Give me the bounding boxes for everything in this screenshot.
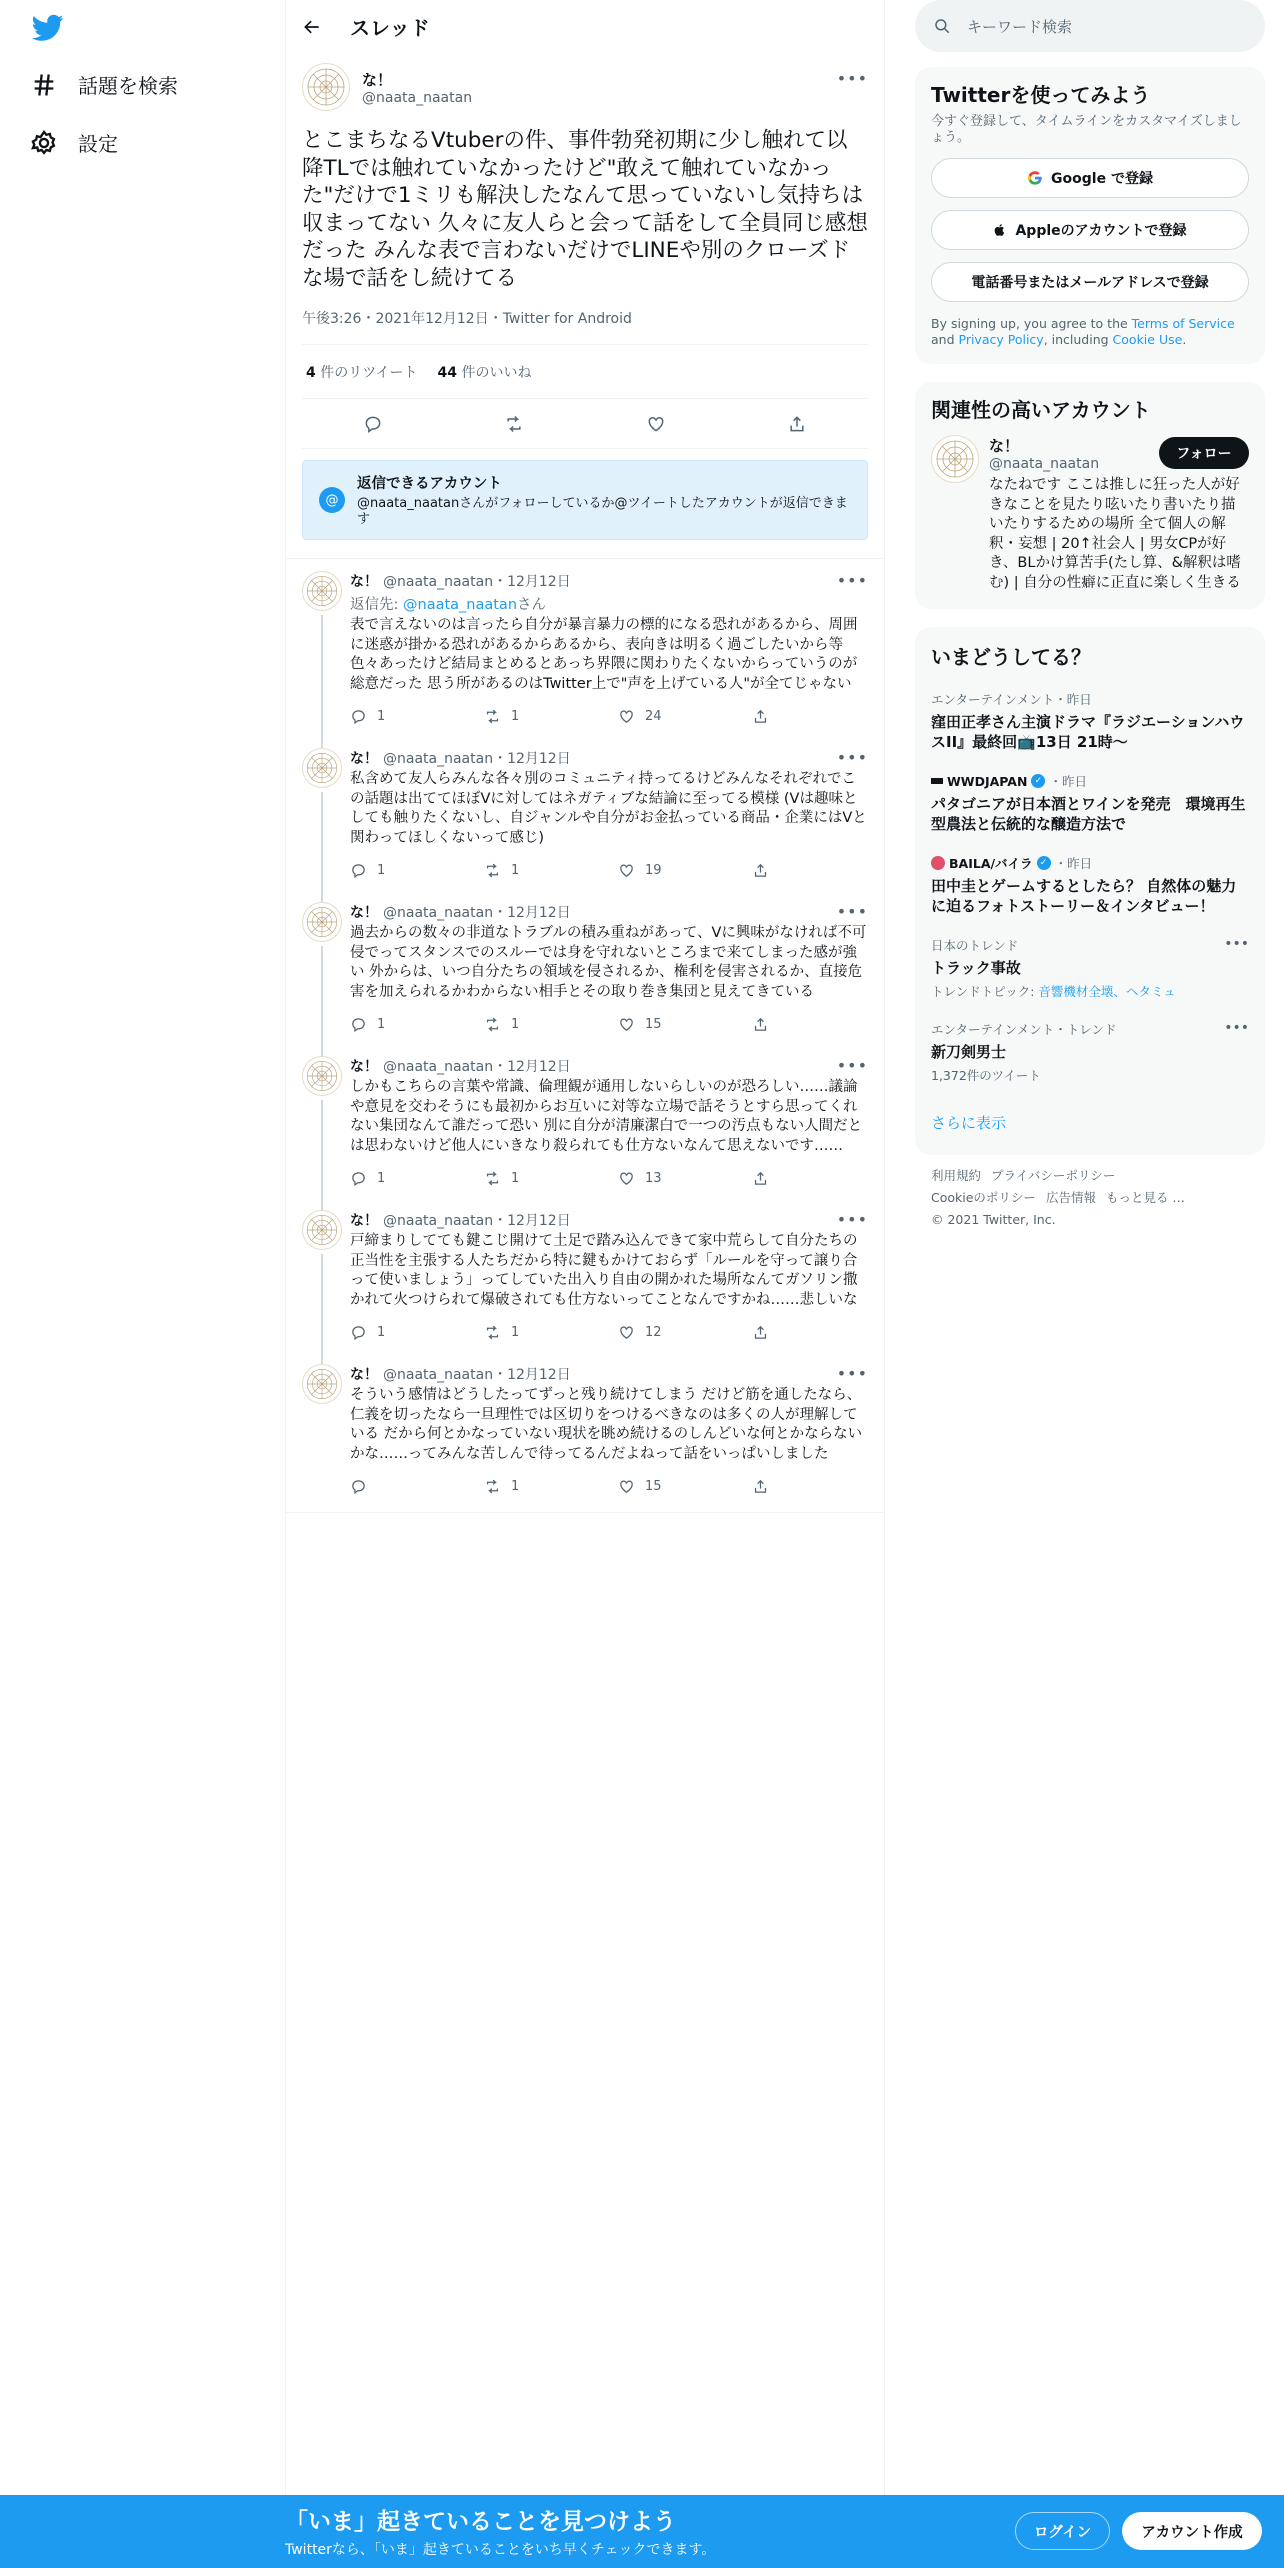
mandala-avatar-icon (304, 750, 340, 786)
bottom-signup-bar (0, 2495, 1284, 2568)
tweet-text: そういう感情はどうしたってずっと残り続けてしまう だけど筋を通したなら、仁義を切ったなら一旦理性では区切りをつけるべきなのは多くの人が理解している だから何とかなっていない現状を眺め続けるのしんどいな何とかならないかな……ってみんな苦しんで待ってるんだよねって話をいっぱいしました (350, 1387, 863, 1462)
like-count: 24 (645, 708, 662, 724)
avatar[interactable] (302, 63, 350, 111)
reply-icon (350, 1478, 367, 1495)
more-options-icon[interactable]: ••• (836, 902, 868, 921)
tweet-header (350, 902, 868, 922)
avatar[interactable] (302, 1210, 342, 1250)
twitter-logo-icon[interactable] (32, 14, 64, 42)
author-name[interactable]: な！ (350, 751, 378, 767)
author-name[interactable]: な！ (362, 70, 393, 89)
like-button[interactable] (618, 862, 752, 879)
google-icon (1027, 170, 1043, 186)
footer-ads[interactable]: 広告情報 (1045, 1190, 1096, 1205)
tweet-meta[interactable]: @naata_naatan・12月12日 (383, 574, 571, 590)
reply-icon (350, 1170, 367, 1187)
tweet-actions (350, 1004, 868, 1044)
share-icon (752, 1170, 769, 1187)
bottom-title: 「いま」起きていることを見つけよう (285, 2509, 676, 2535)
focus-tweet (286, 53, 884, 449)
tweet-header (350, 1210, 868, 1230)
avatar[interactable] (302, 902, 342, 942)
tweet-text: 表で言えないのは言ったら自分が暴言暴力の標的になる恐れがあるから、周囲に迷惑が掛かる恐れがあるからあるから、表向きは明るく過ごしたいから等色々あったけど結局まとめるとあっち界隈に関わりたくないからっていうのが総意だった 思う所があるのはTwitter上で"声を上げている人"が全てじゃない (350, 617, 858, 692)
terms-link[interactable]: Terms of Service (1131, 316, 1235, 331)
share-button[interactable] (752, 1478, 769, 1495)
author-name[interactable]: な！ (350, 1059, 378, 1075)
tweet-meta[interactable]: @naata_naatan・12月12日 (383, 905, 571, 921)
like-icon (618, 862, 635, 879)
like-count: 12 (645, 1324, 662, 1340)
reply-count: 1 (377, 1324, 386, 1340)
related-handle: @naata_naatan (989, 456, 1100, 472)
like-button[interactable] (618, 1324, 752, 1341)
retweet-icon (484, 1016, 501, 1033)
hashtag-icon (30, 71, 58, 99)
thread-replies (286, 559, 884, 1513)
main-column (285, 0, 885, 2495)
share-button[interactable] (752, 708, 769, 725)
nav-settings-label: 設定 (78, 132, 118, 156)
share-icon (752, 1324, 769, 1341)
follow-button[interactable]: フォロー (1159, 437, 1249, 469)
retweet-button[interactable] (484, 708, 618, 725)
tweet-text: 私含めて友人らみんな各々別のコミュニティ持ってるけどみんなそれぞれでこの話題は出ててほぼVに対してはネガティブな結論に至ってる模様 (Vは趣味としても触りたくないし、自ジャンルや自分がお金払っている商品・企業にはVと関わってほしくないって感じ) (350, 771, 867, 846)
at-sign-icon: @ (319, 487, 345, 513)
share-icon[interactable] (787, 414, 807, 434)
tweet-meta[interactable]: 午後3:26・2021年12月12日・Twitter for Android (302, 311, 632, 327)
retweet-count: 1 (511, 862, 520, 878)
reply-restriction-title: 返信できるアカウント (357, 476, 502, 492)
nav-settings[interactable] (30, 128, 118, 157)
retweet-button[interactable] (484, 1324, 618, 1341)
retweet-count: 1 (511, 1324, 520, 1340)
signup-sub: 今すぐ登録して、タイムラインをカスタマイズしましょう。 (931, 114, 1242, 145)
tweet-text: とこまちなるVtuberの件、事件勃発初期に少し触れて以降TLでは触れていなかったけど"敢えて触れていなかった"だけで1ミリも解決したなんて思っていないし気持ちは収まってない 久々に友人らと会って話をして全員同じ感想だった みんな表で言わないだけでLINEや別のクローズドな場で話をし続けてる (302, 128, 868, 291)
trends-card (915, 627, 1265, 1155)
retweet-icon[interactable] (504, 414, 524, 434)
tweet-text: 過去からの数々の非道なトラブルの積み重ねがあって、Vに興味がなければ不可侵でってスタンスでのスルーでは身を守れないところまで来てしまった感が強い 外からは、いつ自分たちの領域を侵されるか、権利を侵害されるか、直接危害を加えられるかわからない相手とその取り巻き集団と見えてきている (350, 925, 867, 1000)
reply-button[interactable] (350, 1016, 484, 1033)
cookie-link[interactable]: Cookie Use (1112, 332, 1183, 347)
tweet-actions (350, 1158, 868, 1198)
avatar[interactable] (302, 571, 342, 611)
related-accounts (915, 382, 1265, 609)
tweet-actions (350, 850, 868, 890)
more-options-icon[interactable]: ••• (836, 1056, 868, 1075)
footer (915, 1155, 1265, 1241)
footer-terms[interactable]: 利用規約 (931, 1168, 982, 1183)
tweet-stats (302, 344, 868, 399)
like-count: 15 (645, 1016, 662, 1032)
footer-privacy[interactable]: プライバシーポリシー (991, 1168, 1116, 1183)
signup-button[interactable]: アカウント作成 (1122, 2512, 1262, 2550)
like-icon (618, 1170, 635, 1187)
retweet-button[interactable] (484, 862, 618, 879)
show-more-link[interactable]: さらに表示 (931, 1114, 1007, 1132)
thread-tweet[interactable] (286, 559, 884, 736)
like-button[interactable] (618, 708, 752, 725)
retweet-button[interactable] (484, 1170, 618, 1187)
reply-count: 1 (377, 708, 386, 724)
tweet-actions (350, 1312, 868, 1352)
more-options-icon[interactable]: ••• (836, 1364, 868, 1383)
avatar[interactable] (302, 1364, 342, 1404)
apple-signup-button[interactable]: Appleのアカウントで登録 (931, 210, 1249, 250)
like-count: 13 (645, 1170, 662, 1186)
share-icon (752, 862, 769, 879)
reply-to: 返信先: @naata_naatanさん (350, 597, 547, 613)
reply-icon (350, 862, 367, 879)
avatar[interactable] (931, 435, 979, 483)
more-options-icon[interactable]: ••• (1224, 936, 1249, 952)
tweet-text: しかもこちらの言葉や常識、倫理観が通用しないらしいのが恐ろしい……議論や意見を交わそうにも最初からお互いに対等な立場で話そうとすら思ってくれない集団なんて誰だって恐い 別に自分が清廉潔白で一つの汚点もない人間だとは思わないけど他人にいきなり殺られても仕方ないなんて思えないです…… (350, 1079, 863, 1154)
author-handle[interactable]: @naata_naatan (362, 89, 473, 106)
retweet-count: 1 (511, 708, 520, 724)
apple-icon (993, 222, 1007, 238)
nav-explore[interactable] (30, 70, 178, 99)
tweet-meta[interactable]: @naata_naatan・12月12日 (383, 1213, 571, 1229)
reply-count: 1 (377, 1170, 386, 1186)
like-icon (618, 708, 635, 725)
tweet-header (350, 571, 868, 591)
thread-header (286, 0, 884, 53)
left-nav (0, 0, 285, 2495)
tweet-actions (350, 1466, 868, 1506)
trend-item[interactable]: ••• 日本のトレンド トラック事故 トレンドトピック: 音響機材全壊、ヘタミュ (931, 936, 1249, 999)
author-name[interactable]: な！ (350, 905, 378, 921)
privacy-link[interactable]: Privacy Policy (958, 332, 1044, 347)
trend-item[interactable]: エンターテインメント・昨日 窪田正孝さん主演ドラマ『ラジエーションハウスII』最終回📺13日 21時〜 (931, 692, 1245, 751)
trend-item[interactable]: BAILA/バイラ ✓ ・昨日 田中圭とゲームするとしたら？ 自然体の魅力に迫るフォトストーリー＆インタビュー！ (931, 856, 1237, 915)
share-button[interactable] (752, 1170, 769, 1187)
author-name[interactable]: な！ (350, 574, 378, 590)
author-name[interactable]: な！ (350, 1213, 378, 1229)
right-sidebar (915, 0, 1265, 1241)
author-name[interactable]: な！ (350, 1367, 378, 1383)
trends-title: いまどうしてる？ (931, 645, 1091, 669)
tweet-meta[interactable]: @naata_naatan・12月12日 (383, 1059, 571, 1075)
gear-icon (30, 129, 58, 157)
footer-more[interactable]: もっと見る … (1105, 1190, 1185, 1205)
phone-email-signup-button[interactable]: 電話番号またはメールアドレスで登録 (931, 262, 1249, 302)
share-icon (752, 1478, 769, 1495)
copyright: © 2021 Twitter, Inc. (931, 1212, 1056, 1227)
thread-tweet[interactable] (286, 1352, 884, 1506)
thread-line (321, 946, 323, 1056)
tweet-meta[interactable]: @naata_naatan・12月12日 (383, 751, 571, 767)
mandala-avatar-icon (304, 1212, 340, 1248)
related-name: な！ (989, 437, 1020, 455)
share-button[interactable] (752, 1016, 769, 1033)
bottom-sub: Twitterなら、「いま」起きていることをいち早くチェックできます。 (285, 2542, 716, 2558)
share-button[interactable] (752, 1324, 769, 1341)
tweet-header (350, 1056, 868, 1076)
like-button[interactable] (618, 1170, 752, 1187)
avatar[interactable] (302, 748, 342, 788)
verified-icon: ✓ (1031, 774, 1045, 788)
reply-button[interactable] (350, 708, 484, 725)
mandala-avatar-icon (304, 1058, 340, 1094)
retweet-count: 1 (511, 1478, 520, 1494)
reply-icon (350, 1016, 367, 1033)
more-options-icon[interactable]: ••• (836, 748, 868, 767)
trend-item[interactable]: ••• エンターテインメント・トレンド 新刀剣男士 1,372件のツイート (931, 1020, 1249, 1083)
retweet-button[interactable] (484, 1478, 618, 1495)
reply-count: 1 (377, 862, 386, 878)
mandala-avatar-icon (304, 65, 348, 109)
page-title: スレッド (350, 16, 430, 40)
thread-tweet[interactable] (286, 1044, 884, 1198)
retweet-icon (484, 1170, 501, 1187)
more-options-icon[interactable]: ••• (836, 571, 868, 590)
retweet-count: 1 (511, 1170, 520, 1186)
like-count: 19 (645, 862, 662, 878)
reply-restriction-notice (302, 460, 868, 540)
reply-button[interactable] (350, 862, 484, 879)
related-account[interactable] (931, 435, 1249, 593)
like-icon[interactable] (646, 414, 666, 434)
tos-text: By signing up, you agree to the Terms of Service and Privacy Policy, including Cookie Use. (931, 316, 1235, 347)
retweet-icon (484, 862, 501, 879)
thread-line (321, 615, 323, 748)
retweet-icon (484, 708, 501, 725)
reply-button[interactable] (350, 1478, 484, 1495)
like-count: 15 (645, 1478, 662, 1494)
share-icon (752, 1016, 769, 1033)
mandala-avatar-icon (933, 437, 977, 481)
like-button[interactable] (618, 1478, 752, 1495)
thread-tweet[interactable] (286, 736, 884, 890)
retweet-count[interactable]: 4 件のリツイート (306, 364, 418, 381)
baila-logo-icon (931, 856, 945, 870)
like-icon (618, 1324, 635, 1341)
share-button[interactable] (752, 862, 769, 879)
thread-line (321, 1254, 323, 1364)
mandala-avatar-icon (304, 573, 340, 609)
tweet-meta[interactable]: @naata_naatan・12月12日 (383, 1367, 571, 1383)
reply-icon[interactable] (363, 414, 383, 434)
like-button[interactable] (618, 1016, 752, 1033)
more-options-icon[interactable]: ••• (836, 69, 868, 88)
mandala-avatar-icon (304, 1366, 340, 1402)
more-options-icon[interactable]: ••• (836, 1210, 868, 1229)
search-icon (933, 17, 951, 35)
mandala-avatar-icon (304, 904, 340, 940)
retweet-button[interactable] (484, 1016, 618, 1033)
thread-tweet[interactable] (286, 1198, 884, 1352)
nav-explore-label: 話題を検索 (78, 74, 178, 98)
reply-button[interactable] (350, 1324, 484, 1341)
thread-tweet[interactable] (286, 890, 884, 1044)
tweet-text: 戸締まりしてても鍵こじ開けて土足で踏み込んできて家中荒らして自分たちの正当性を主張する人たちだから特に鍵もかけておらず「ルールを守って譲り合って使いましょう」ってしていた出入り自由の開かれた場所なんてガソリン撒かれて火つけられて爆破されても仕方ないってことなんですかね……悲しいな (350, 1233, 858, 1308)
google-signup-button[interactable]: Google で登録 (931, 158, 1249, 198)
divider (286, 1512, 884, 1513)
reply-icon (350, 1324, 367, 1341)
search-input[interactable] (915, 0, 1265, 52)
like-icon (618, 1478, 635, 1495)
tweet-actions (302, 399, 868, 449)
thread-line (321, 1100, 323, 1210)
back-arrow-icon[interactable] (302, 17, 322, 37)
like-icon (618, 1016, 635, 1033)
trend-item[interactable]: WWDJAPAN ✓ ・昨日 パタゴニアが日本酒とワインを発売 環境再生型農法と伝統的な醸造方法で (931, 773, 1246, 833)
reply-restriction-text: @naata_naatanさんがフォローしているか@ツイートしたアカウントが返信できます (357, 496, 848, 527)
share-icon (752, 708, 769, 725)
thread-line (321, 792, 323, 902)
search-placeholder: キーワード検索 (967, 17, 1073, 36)
related-title: 関連性の高いアカウント (931, 398, 1151, 422)
retweet-icon (484, 1324, 501, 1341)
reply-count: 1 (377, 1016, 386, 1032)
footer-cookie[interactable]: Cookieのポリシー (931, 1190, 1036, 1205)
retweet-count: 1 (511, 1016, 520, 1032)
avatar[interactable] (302, 1056, 342, 1096)
related-bio: なたねです ここは推しに狂った人が好きなことを見たり呟いたり書いたり描いたりするための場所 全て個人の解釈・妄想 | 20↑社会人 | 男女CPが好き、BLかけ算苦手(たし算、&解釈は嗜む) | 自分の性癖に正直に楽しく生きる (989, 477, 1241, 591)
verified-icon: ✓ (1037, 856, 1051, 870)
reply-button[interactable] (350, 1170, 484, 1187)
more-options-icon[interactable]: ••• (1224, 1020, 1249, 1036)
reply-icon (350, 708, 367, 725)
tweet-actions (350, 696, 868, 736)
signup-title: Twitterを使ってみよう (931, 83, 1151, 107)
tweet-header (350, 1364, 868, 1384)
retweet-icon (484, 1478, 501, 1495)
login-button[interactable]: ログイン (1015, 2512, 1110, 2550)
wwd-logo-icon (931, 778, 943, 784)
reply-to-handle[interactable]: @naata_naatan (403, 597, 518, 613)
tweet-header (350, 748, 868, 768)
signup-card (915, 67, 1265, 364)
like-count[interactable]: 44 件のいいね (437, 364, 532, 381)
